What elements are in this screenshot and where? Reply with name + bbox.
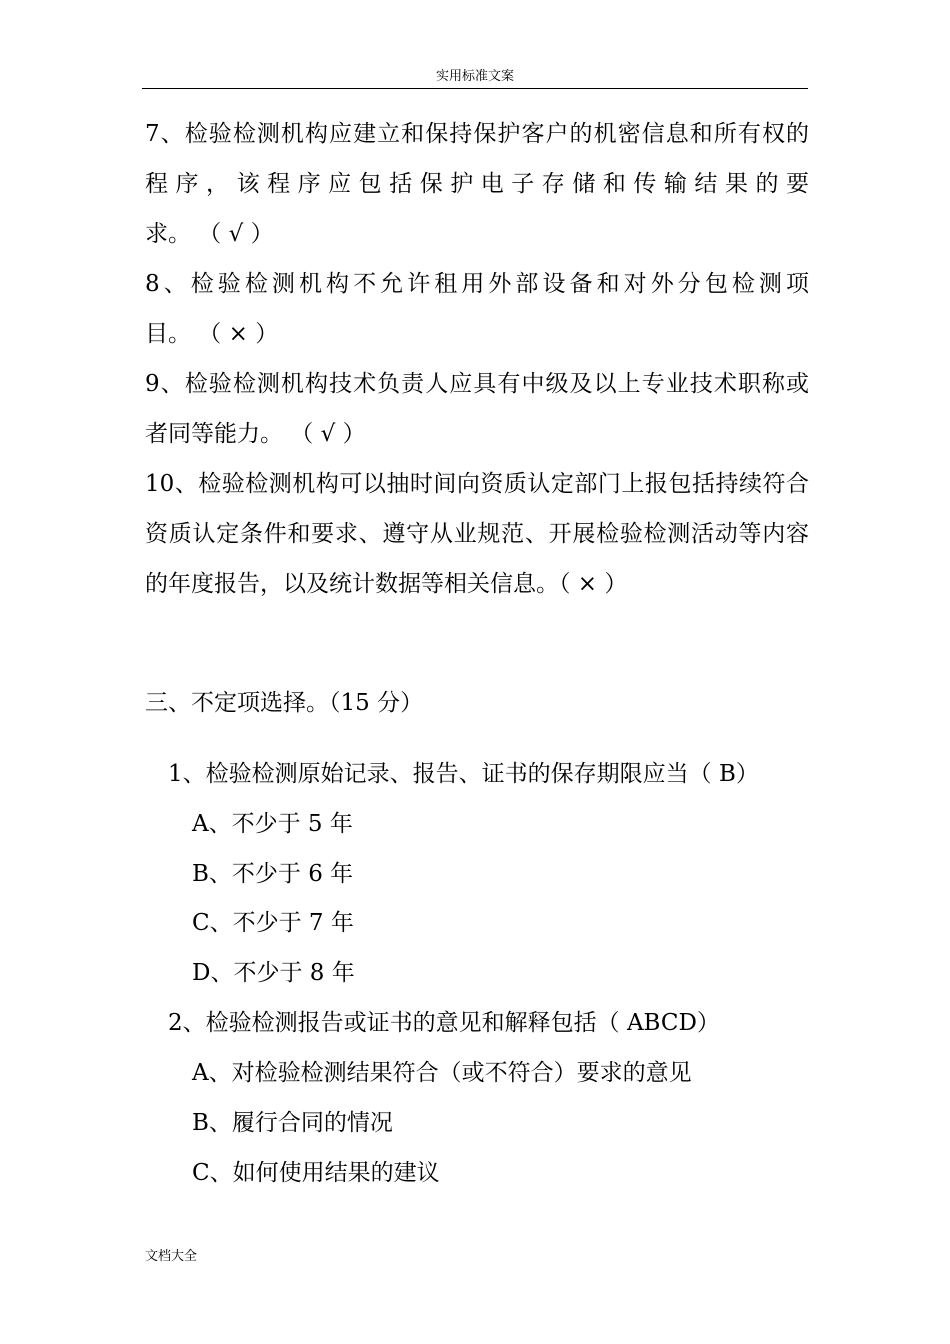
page-header: 实用标准文案	[435, 69, 514, 84]
item-9-line-1: 9、检验检测机构技术负责人应具有中级及以上专业技术职称或	[145, 371, 809, 397]
question-1-stem: 1、检验检测原始记录、报告、证书的保存期限应当（ B）	[168, 761, 759, 787]
item-9-line-2: 者同等能力。 （ √ ）	[145, 421, 366, 447]
item-7-line-1: 7、检验检测机构应建立和保持保护客户的机密信息和所有权的	[145, 121, 809, 147]
question-2-stem: 2、检验检测报告或证书的意见和解释包括（ ABCD）	[168, 1010, 720, 1036]
item-10-line-1: 10、检验检测机构可以抽时间向资质认定部门上报包括持续符合	[145, 471, 809, 497]
question-1-option-b: B、不少于 6 年	[192, 861, 354, 887]
item-10-line-3: 的年度报告，以及统计数据等相关信息。（ × ）	[145, 571, 628, 597]
question-1-option-c: C、不少于 7 年	[192, 910, 354, 936]
header-rule	[142, 88, 808, 89]
section-title: 三、不定项选择。（15 分）	[145, 690, 424, 716]
item-10-line-2: 资质认定条件和要求、遵守从业规范、开展检验检测活动等内容	[145, 521, 809, 547]
item-7-line-3: 求。 （ √ ）	[145, 221, 274, 247]
question-2-option-b: B、履行合同的情况	[192, 1110, 393, 1136]
item-8-line-2: 目。 （ × ）	[145, 321, 279, 347]
question-1-option-a: A、不少于 5 年	[192, 811, 353, 837]
question-1-option-d: D、不少于 8 年	[192, 960, 355, 986]
page-footer: 文档大全	[145, 1249, 198, 1264]
item-8-line-1: 8、检验检测机构不允许租用外部设备和对外分包检测项	[145, 271, 809, 297]
question-2-option-a: A、对检验检测结果符合（或不符合）要求的意见	[192, 1060, 692, 1086]
question-2-option-c: C、如何使用结果的建议	[192, 1160, 440, 1186]
item-7-line-2: 程序，该程序应包括保护电子存储和传输结果的要	[145, 171, 809, 197]
